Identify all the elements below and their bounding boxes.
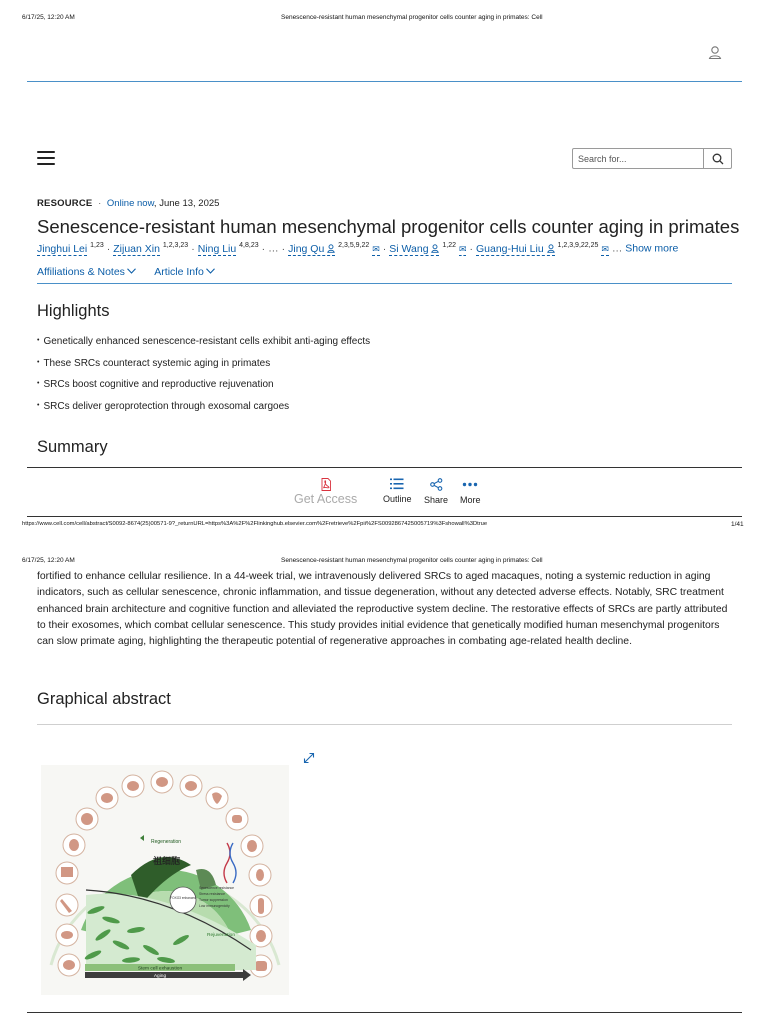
print-doc-title: Senescence-resistant human mesenchymal progenitor cells counter aging in primates: Cell bbox=[281, 14, 543, 21]
article-meta bbox=[37, 198, 219, 209]
author-affiliation-refs: 4,8,23 bbox=[239, 242, 259, 249]
author-ellipsis: … bbox=[268, 242, 279, 255]
graphical-abstract-figure[interactable] bbox=[41, 765, 289, 995]
author-separator: · bbox=[469, 242, 473, 255]
author-separator: · bbox=[281, 242, 286, 255]
feature-label: Senescence resistance bbox=[199, 886, 235, 890]
get-access-label: Get Access bbox=[294, 492, 358, 506]
corresponding-author-icon bbox=[327, 244, 335, 253]
highlight-item: • These SRCs counteract systemic aging in primates bbox=[37, 358, 370, 380]
print-page-number: 1/41 bbox=[731, 521, 744, 528]
author-link[interactable]: Jinghui Lei bbox=[37, 242, 88, 255]
hamburger-menu-icon[interactable] bbox=[37, 151, 55, 165]
highlight-item: • Genetically enhanced senescence-resistant cells exhibit anti-aging effects bbox=[37, 336, 370, 358]
user-account-icon[interactable] bbox=[707, 44, 723, 62]
search-button[interactable] bbox=[703, 149, 731, 168]
get-access-button[interactable] bbox=[294, 478, 357, 506]
email-icon[interactable]: ✉ bbox=[458, 243, 467, 254]
rejuvenation-label: Rejuvenation bbox=[207, 933, 236, 938]
print-url: https://www.cell.com/cell/abstract/S0092-8674(25)00571-9?_returnURL=https%3A%2F%2Flinkinghub.elsevier.com%2Fretrieve%2Fpii%2FS009286742500571​9%3Fshowall%3Dtrue bbox=[22, 521, 488, 527]
article-info-tabs bbox=[37, 266, 231, 278]
author-link[interactable] bbox=[476, 243, 555, 256]
print-timestamp: 6/17/25, 12:20 AM bbox=[22, 557, 75, 564]
article-type: RESOURCE bbox=[37, 198, 93, 209]
author-affiliation-refs: 1,2,3,23 bbox=[162, 242, 189, 249]
search-input[interactable] bbox=[573, 149, 703, 168]
author-affiliation-refs: 1,22 bbox=[442, 242, 457, 249]
author-affiliation-refs: 1,23 bbox=[90, 242, 104, 249]
aging-label: Aging bbox=[153, 974, 167, 979]
share-button[interactable] bbox=[424, 478, 448, 505]
author-affiliation-refs: 1,2,3,9,22,25 bbox=[557, 242, 599, 249]
author-name: Guang-Hui Liu bbox=[475, 242, 544, 255]
corresponding-author-icon bbox=[547, 244, 555, 253]
outline-label: Outline bbox=[383, 494, 412, 504]
tab-article-info[interactable] bbox=[154, 266, 215, 278]
author-name: Si Wang bbox=[389, 242, 429, 255]
more-dots-icon bbox=[462, 478, 478, 491]
highlight-item: • SRCs boost cognitive and reproductive rejuvenation bbox=[37, 379, 370, 401]
chinese-label: 祖细胞 bbox=[153, 857, 181, 867]
regeneration-label: Regeneration bbox=[150, 839, 182, 845]
tab-label: Affiliations & Notes bbox=[37, 266, 125, 278]
author-list bbox=[37, 242, 737, 256]
author-separator: · bbox=[382, 242, 387, 255]
chevron-down-icon bbox=[206, 268, 215, 274]
highlights-list bbox=[37, 336, 370, 423]
print-doc-title: Senescence-resistant human mesenchymal progenitor cells counter aging in primates: Cell bbox=[281, 557, 543, 564]
more-label: More bbox=[460, 495, 481, 505]
foxo3-label: FOXO3 enhanced bbox=[170, 896, 196, 900]
expand-figure-icon[interactable] bbox=[303, 751, 315, 763]
stem-cell-exhaustion-label: Stem cell exhaustion bbox=[137, 966, 183, 972]
author-separator: · bbox=[106, 242, 111, 255]
tabs-rule bbox=[37, 283, 732, 284]
outline-button[interactable] bbox=[383, 478, 412, 504]
feature-label: Tumor suppression bbox=[199, 898, 228, 902]
author-link[interactable] bbox=[389, 243, 439, 256]
summary-text: fortified to enhance cellular resilience. In a 44-week trial, we intravenously delivered SRCs to aged macaques, noting a systemic reduction in aging indicators, such as cellular senescence, chronic inflammation, and tissue degeneration, without any detected adverse effects. Notably, SRC treatment enhanced brain architecture and cognitive function and alleviated the reproductive system decline. The restorative effects of SRCs are partly attributed to their exosomes, which combat cellular senescence. This study provides initial evidence that genetically modified human mesenchymal progenitors can slow primate aging, highlighting the therapeutic potential of regenerative approaches in combating age-related health decline. bbox=[37, 571, 728, 648]
graphical-abstract-heading: Graphical abstract bbox=[37, 690, 171, 708]
article-title: Senescence-resistant human mesenchymal progenitor cells counter aging in primates bbox=[37, 216, 740, 237]
pdf-icon bbox=[320, 478, 332, 491]
author-separator: · bbox=[191, 242, 195, 255]
feature-label: Stress resistance bbox=[199, 892, 226, 896]
author-affiliation-refs: 2,3,5,9,22 bbox=[338, 242, 370, 249]
highlight-item: • SRCs deliver geroprotection through exosomal cargoes bbox=[37, 401, 370, 423]
online-status: Online now bbox=[106, 198, 154, 209]
author-name: Jing Qu bbox=[288, 242, 325, 255]
graphical-abstract-illustration bbox=[41, 765, 289, 995]
print-timestamp: 6/17/25, 12:20 AM bbox=[22, 14, 75, 21]
author-link[interactable] bbox=[288, 243, 335, 256]
publication-date: , June 13, 2025 bbox=[153, 198, 220, 209]
author-ellipsis: … bbox=[611, 242, 623, 255]
article-toolbar bbox=[27, 467, 742, 517]
page-bottom-rule bbox=[27, 1012, 742, 1013]
feature-label: Low immunogenicity bbox=[199, 904, 230, 908]
chevron-down-icon bbox=[127, 268, 136, 274]
email-icon[interactable]: ✉ bbox=[372, 243, 380, 254]
tab-affiliations-notes[interactable] bbox=[37, 266, 136, 278]
list-icon bbox=[390, 478, 404, 490]
meta-separator: · bbox=[98, 198, 102, 209]
author-link[interactable]: Zijuan Xin bbox=[113, 242, 160, 255]
corresponding-author-icon bbox=[431, 244, 439, 253]
section-rule bbox=[37, 724, 732, 725]
highlights-heading: Highlights bbox=[37, 302, 110, 320]
header-rule bbox=[27, 81, 742, 82]
author-link[interactable]: Ning Liu bbox=[197, 242, 237, 255]
search-box bbox=[572, 148, 732, 169]
share-label: Share bbox=[424, 495, 449, 505]
author-separator: · bbox=[261, 242, 266, 255]
show-more-authors-link[interactable]: Show more bbox=[625, 242, 679, 255]
tab-label: Article Info bbox=[154, 266, 204, 278]
email-icon[interactable]: ✉ bbox=[601, 243, 609, 254]
summary-heading: Summary bbox=[37, 438, 108, 456]
search-icon bbox=[712, 153, 724, 165]
share-icon bbox=[430, 478, 443, 491]
more-button[interactable] bbox=[460, 478, 481, 505]
